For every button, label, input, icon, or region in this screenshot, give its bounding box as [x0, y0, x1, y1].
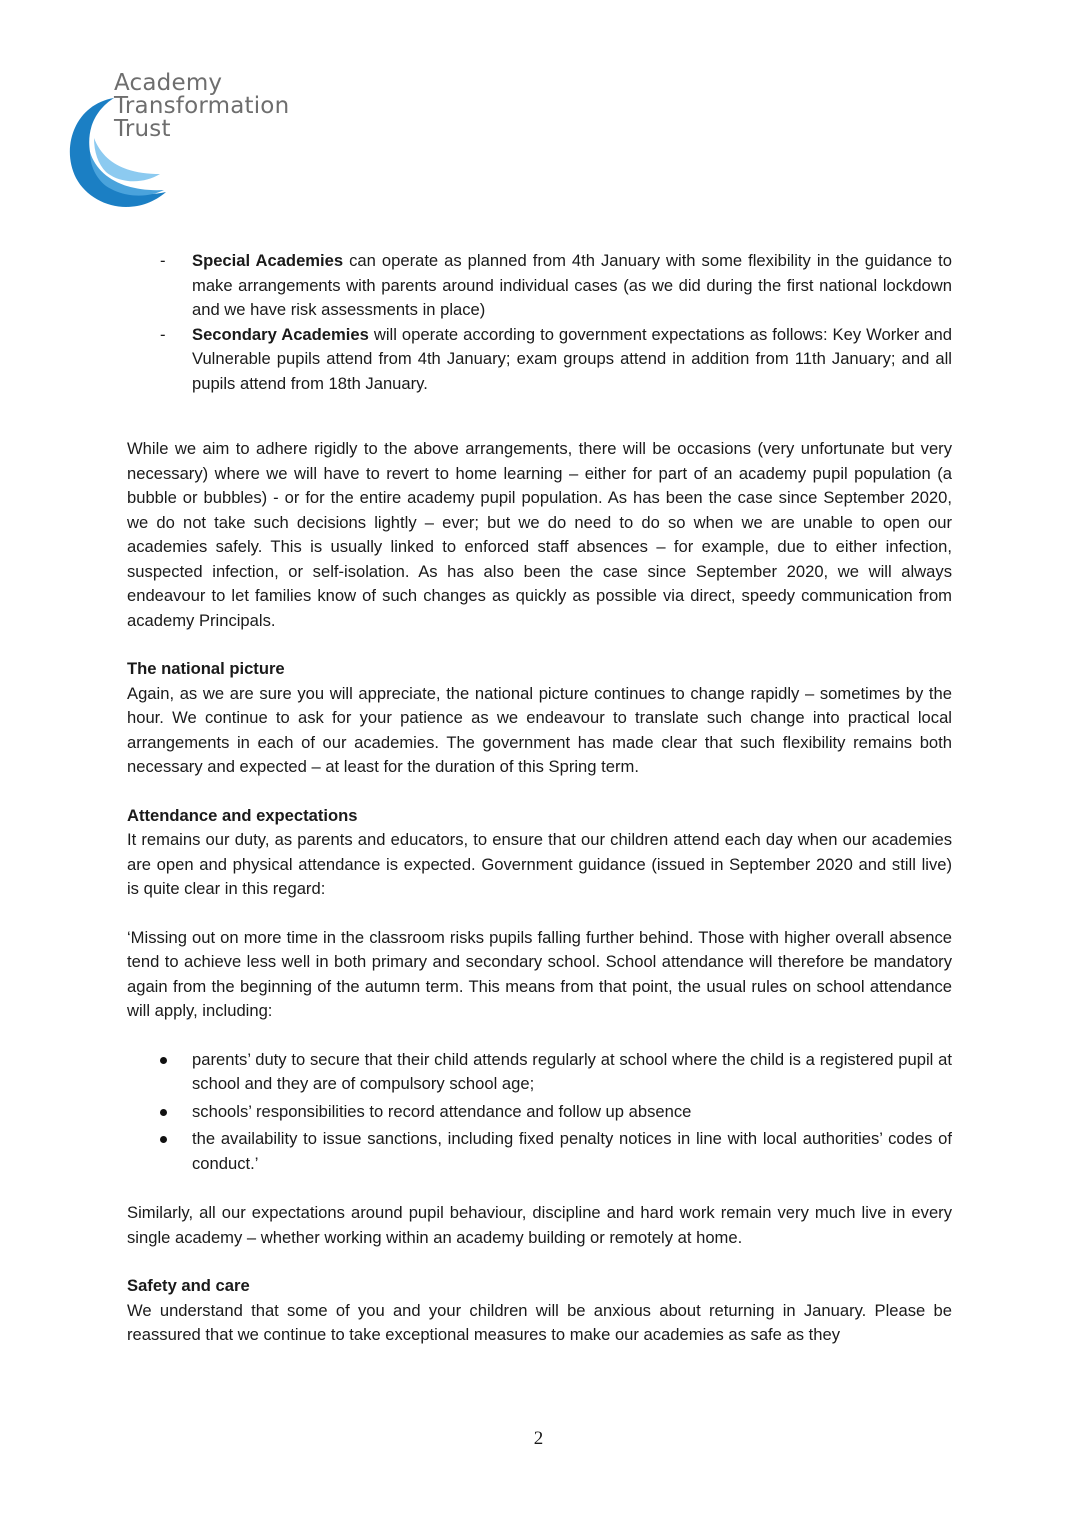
- list-item: the availability to issue sanctions, including fixed penalty notices in line with local authorities’ codes of conduct.’: [127, 1127, 952, 1176]
- heading-national-picture: The national picture: [127, 659, 285, 678]
- logo-line-academy: Academy: [114, 70, 223, 96]
- list-item-text: can operate as planned from 4th January with some flexibility in the guidance to make arrangements with parents around individual cases (as we did during the first national lockdown and we have risk assessments in place): [192, 251, 952, 319]
- list-item-secondary-academies: [127, 323, 952, 397]
- list-item-bold: Special Academies: [192, 251, 344, 270]
- list-item-text: will operate according to government expectations as follows: Key Worker and Vulnerable pupils attend from 4th January; exam groups attend in addition from 11th January; and all pupils attend from 18th January.: [192, 324, 952, 393]
- paragraph-expectations: Similarly, all our expectations around pupil behaviour, discipline and hard work remain very much live in every single academy – whether working within an academy building or remotely at home.: [127, 1203, 952, 1247]
- logo-wordmark: [114, 72, 289, 141]
- paragraph-attendance: It remains our duty, as parents and educators, to ensure that our children attend each day when our academies are open and physical attendance is expected. Government guidance (issued in September 2020 and still live) is quite clear in this regard:: [127, 830, 952, 898]
- letter-body: [127, 249, 952, 1348]
- page-number: 2: [533, 1428, 544, 1449]
- heading-safety: Safety and care: [127, 1276, 250, 1295]
- logo-line-transformation: Transformation: [114, 93, 290, 119]
- trust-logo: [62, 68, 312, 218]
- logo-line-trust: Trust: [114, 116, 171, 142]
- academy-arrangements-list: [127, 249, 952, 396]
- list-item: schools’ responsibilities to record attendance and follow up absence: [127, 1100, 952, 1125]
- attendance-rules-list: [127, 1048, 952, 1177]
- paragraph-safety: We understand that some of you and your children will be anxious about returning in January. Please be reassured that we continue to take exceptional measures to make our academies as safe as they: [127, 1300, 952, 1344]
- paragraph-national-picture: Again, as we are sure you will appreciate, the national picture continues to change rapidly – sometimes by the hour. We continue to ask for your patience as we endeavour to translate such change into practical local arrangements in each of our academies. The government has made clear that such flexibility remains both necessary and expected – at least for the duration of this Spring term.: [127, 683, 952, 776]
- heading-attendance: Attendance and expectations: [127, 805, 358, 825]
- paragraph-arrangements: While we aim to adhere rigidly to the above arrangements, there will be occasions (very unfortunate but very necessary) where we will have to revert to home learning – either for part of an academy pupil population (a bubble or bubbles) - or for the entire academy pupil population. As has been the case since September 2020, we do not take such decisions lightly – ever; but we do need to do so when we are unable to open our academies safely. This is usually linked to enforced staff absences – for example, due to either infection, suspected infection, or self-isolation. As has also been the case since September 2020, we will always endeavour to let families know of such changes as quickly as possible via direct, speedy communication from academy Principals.: [127, 439, 952, 630]
- list-item-bold: Secondary Academies: [192, 324, 369, 344]
- list-item: parents’ duty to secure that their child attends regularly at school where the child is a registered pupil at school and they are of compulsory school age;: [127, 1048, 952, 1097]
- list-item-special-academies: [127, 249, 952, 323]
- paragraph-guidance-quote: ‘Missing out on more time in the classroom risks pupils falling further behind. Those with higher overall absence tend to achieve less well in both primary and secondary school. School attendance will therefore be mandatory again from the beginning of the autumn term. This means from that point, the usual rules on school attendance will apply, including:: [127, 927, 952, 1020]
